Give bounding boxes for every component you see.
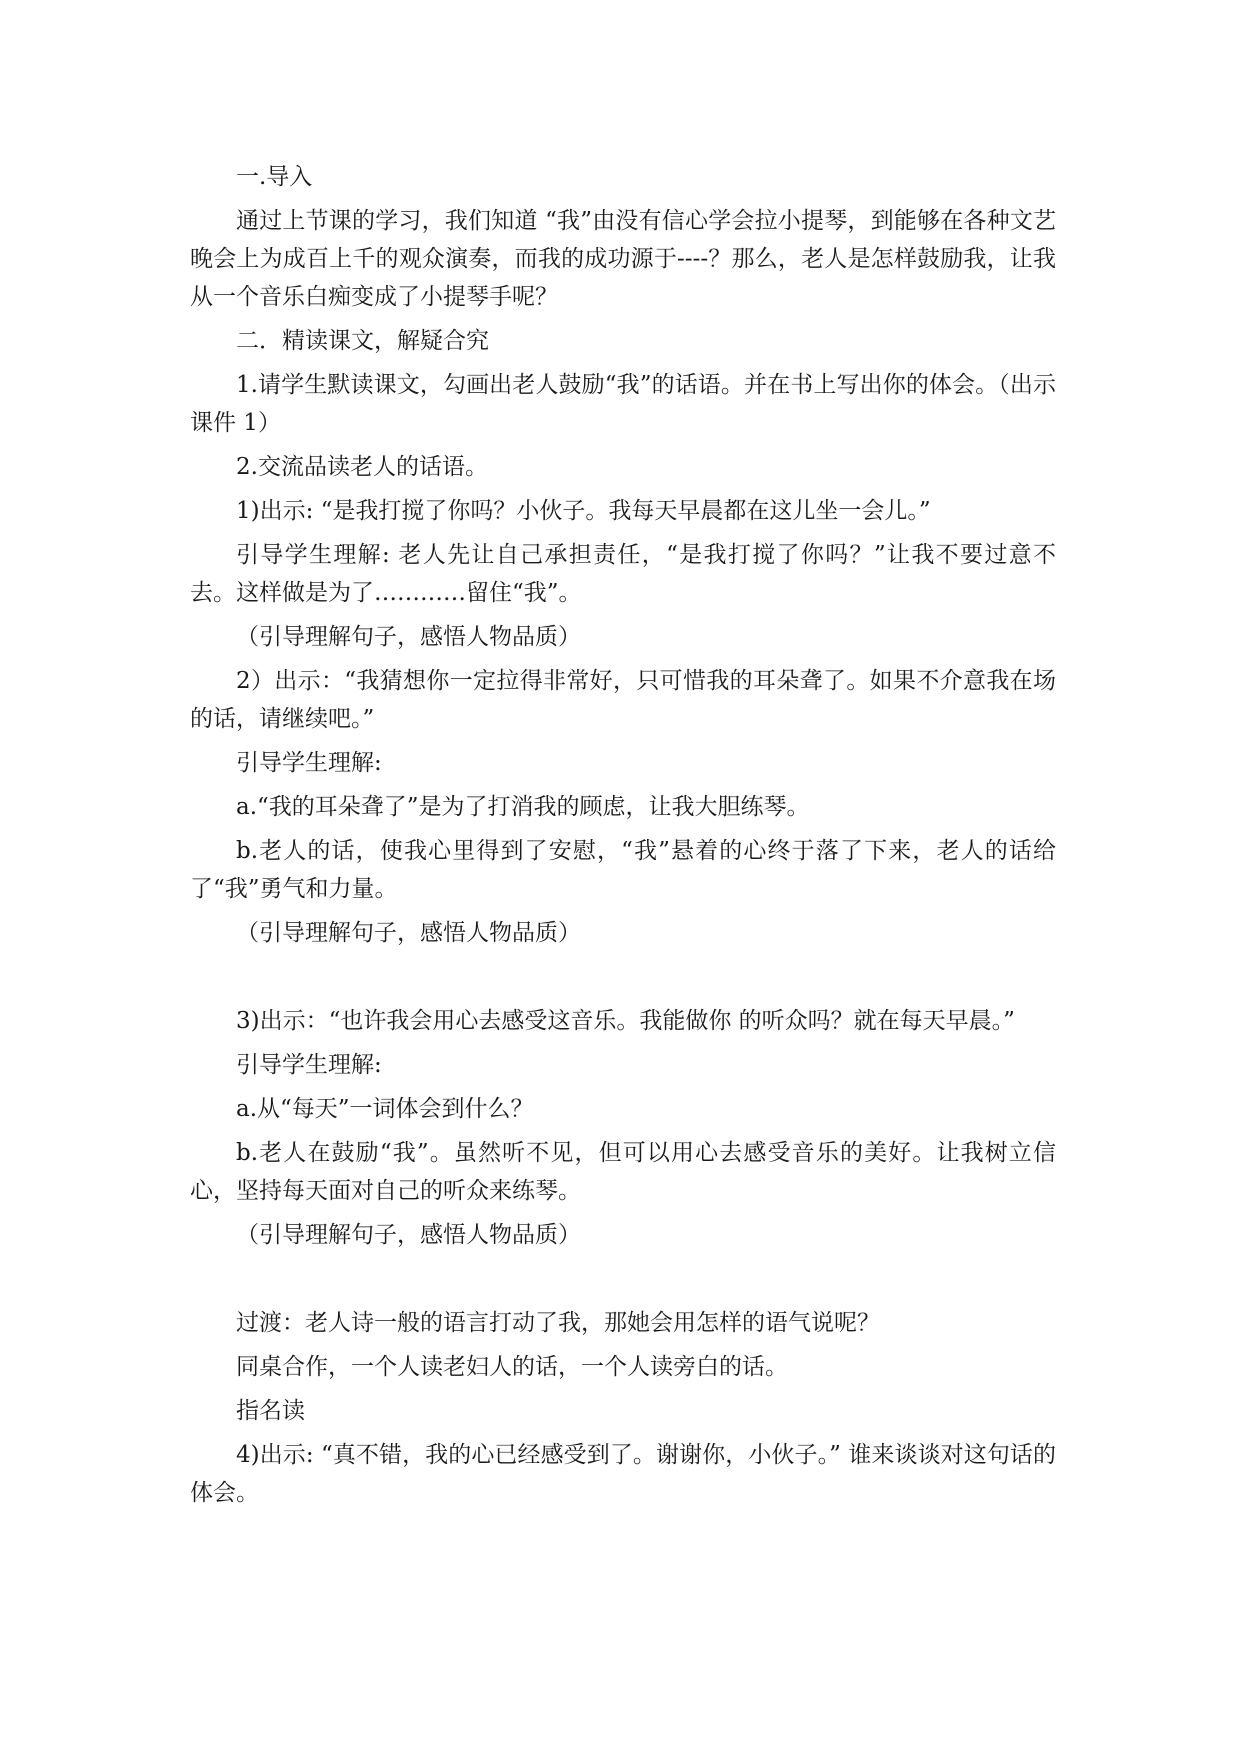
paragraph-transition: 过渡：老人诗一般的语言打动了我，那她会用怎样的语气说呢？	[236, 1310, 880, 1336]
paragraph-guide-2: 引导学生理解:	[236, 750, 382, 776]
paragraph-pair-reading: 同桌合作，一个人读老妇人的话，一个人读旁白的话。	[236, 1354, 788, 1380]
paragraph-intro-text: 通过上节课的学习，我们知道 “我”由没有信心学会拉小提琴，到能够在各种文艺晚会上为成百上千的观众演奏，而我的成功源于----？那么，老人是怎样鼓励我，让我从一个音乐白痴变成了小提琴手呢？	[190, 208, 1056, 310]
paragraph-named-reading: 指名读	[236, 1398, 305, 1424]
section-heading-intro: 一.导入	[236, 164, 313, 190]
paragraph-note-2: （引导理解句子，感悟人物品质）	[236, 920, 581, 946]
spacer	[190, 1260, 1056, 1304]
paragraph-point-3a: a.从“每天”一词体会到什么？	[236, 1096, 534, 1122]
paragraph-note-3: （引导理解句子，感悟人物品质）	[236, 1222, 581, 1248]
paragraph-guide-3: 引导学生理解:	[236, 1052, 382, 1078]
paragraph-step-2: 2.交流品读老人的话语。	[236, 454, 488, 480]
paragraph-quote-2: 2）出示：“我猜想你一定拉得非常好，只可惜我的耳朵聋了。如果不介意我在场的话，请继续吧。”	[190, 668, 1056, 732]
paragraph-step-1: 1.请学生默读课文，勾画出老人鼓励“我”的话语。并在书上写出你的体会。（出示课件 1）	[190, 372, 1056, 436]
section-heading-reading: 二．精读课文，解疑合究	[236, 328, 489, 354]
paragraph-quote-4: 4)出示: “真不错，我的心已经感受到了。谢谢你，小伙子。” 谁来谈谈对这句话的体会。	[190, 1442, 1056, 1506]
document-body	[190, 158, 1056, 1518]
paragraph-quote-3: 3)出示：“也许我会用心去感受这音乐。我能做你 的听众吗？就在每天早晨。”	[236, 1008, 1015, 1034]
spacer	[190, 958, 1056, 1002]
paragraph-note-1: （引导理解句子，感悟人物品质）	[236, 624, 581, 650]
paragraph-point-3b: b.老人在鼓励“我”。虽然听不见，但可以用心去感受音乐的美好。让我树立信心，坚持每天面对自己的听众来练琴。	[190, 1140, 1056, 1204]
paragraph-point-2b: b.老人的话，使我心里得到了安慰，“我”悬着的心终于落了下来，老人的话给了“我”勇气和力量。	[190, 838, 1056, 902]
paragraph-quote-1: 1)出示: “是我打搅了你吗？小伙子。我每天早晨都在这儿坐一会儿。”	[236, 498, 931, 524]
paragraph-point-2a: a.“我的耳朵聋了”是为了打消我的顾虑，让我大胆练琴。	[236, 794, 810, 820]
paragraph-guide-1: 引导学生理解: 老人先让自己承担责任，“是我打搅了你吗？”让我不要过意不去。这样做是为了…………留住“我”。	[190, 542, 1056, 606]
